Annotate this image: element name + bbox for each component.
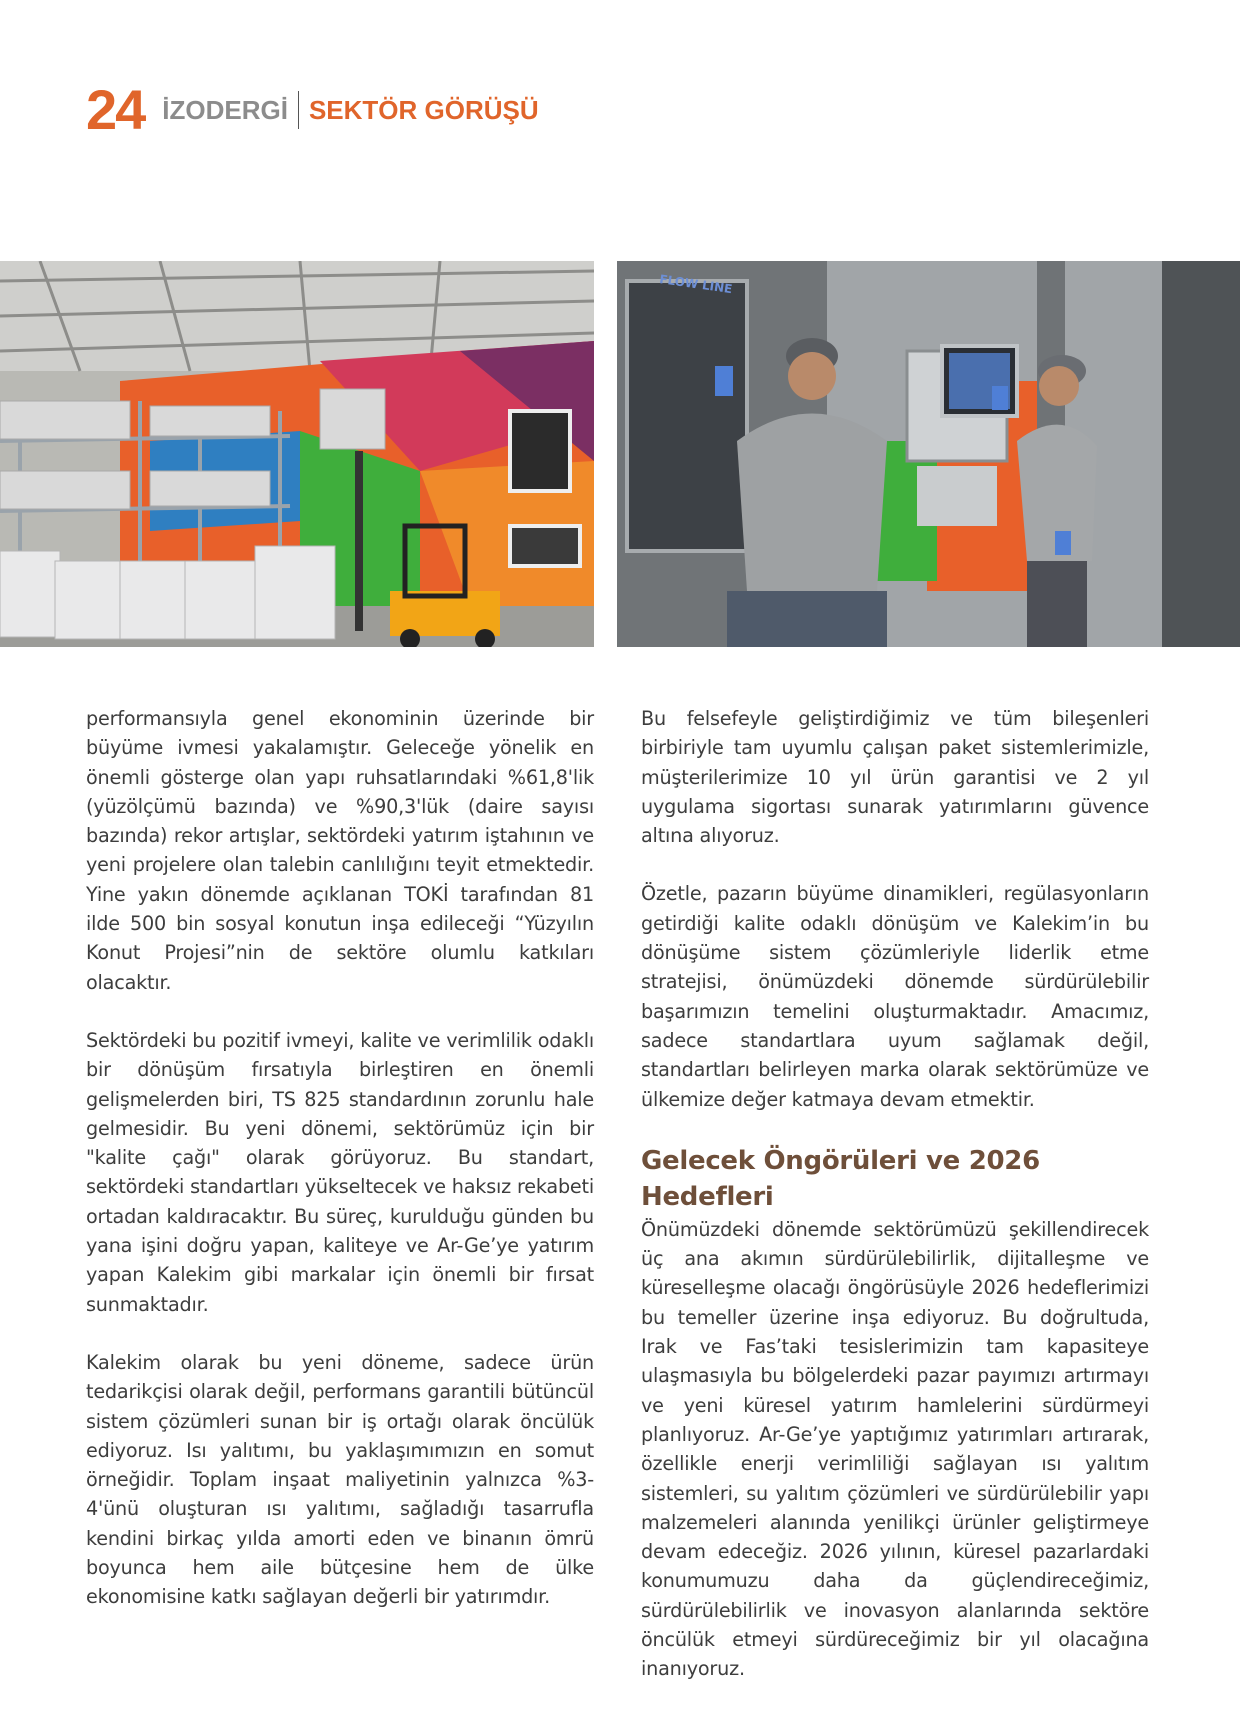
header-divider [298,91,299,129]
paragraph: Önümüzdeki dönemde sektörümüzü şekillendirecek üç ana akımın sürdürülebilirlik, dijitalleşme ve küreselleşme olacağı öngörüsüyle 2026 hedeflerimizi bu temeller üzerine inşa ediyoruz. Bu doğrultuda, Irak ve Fas’taki tesislerimizin tam kapasiteye ulaşmasıyla bu bölgelerdeki pazar payımızı artırmayı ve yeni küresel yatırım hamlelerini sürdürmeyi planlıyoruz. Ar-Ge’ye yaptığımız yatırımları artırarak, özellikle enerji verimliliği sağlayan ısı yalıtım sistemleri, su yalıtım çözümleri ve sürdürülebilir yapı malzemeleri alanında yenilikçi ürünler geliştirmeye devam edeceğiz. 2026 yılının, küresel pazarlardaki konumumuzu daha da güçlendireceğimiz, sürdürülebilirlik ve inovasyon alanlarında sektöre öncülük etmeyi sürdüreceğimiz bir yıl olacağına inanıyoruz. [641,1217,1149,1681]
paragraph: Bu felsefeyle geliştirdiğimiz ve tüm bileşenleri birbiriyle tam uyumlu çalışan paket sistemlerimizle, müşterilerimize 10 yıl ürün garantisi ve 2 yıl uygulama sigortası sunarak yatırımlarını güvence altına alıyoruz. [641,707,1149,848]
section-title: SEKTÖR GÖRÜŞÜ [308,94,539,125]
paragraph: performansıyla genel ekonominin üzerinde bir büyüme ivmesi yakalamıştır. Geleceğe yönelik en önemli gösterge olan yapı ruhsatlarındaki %61,8'lik (yüzölçümü bazında) ve %90,3'lük (daire sayısı bazında) rekor artışlar, sektördeki yatırım iştahının ve yeni projelere olan talebin canlılığını teyit etmektedir. Yine yakın dönemde açıklanan TOKİ tarafından 81 ilde 500 bin sosyal konutun inşa edileceği “Yüzyılın Konut Projesi”nin de sektöre olumlu katkıları olacaktır. [86,707,594,994]
left-column [86,704,594,1641]
paragraph: Kalekim olarak bu yeni döneme, sadece ürün tedarikçisi olarak değil, performans garantili bütüncül sistem çözümleri sunan bir iş ortağı olarak öncülük ediyoruz. Isı yalıtımı, bu yaklaşımımızın en somut örneğidir. Toplam inşaat maliyetinin yalnızca %3-4'ünü oluşturan ısı yalıtımı, sağladığı tasarrufla kendini birkaç yılda amorti eden ve binanın ömrü boyunca hem aile bütçesine hem de ülke ekonomisine katkı sağlayan değerli bir yatırımdır. [86,1350,594,1609]
warehouse-forklift-photo [0,261,594,647]
factory-control-panel-photo [617,261,1240,647]
machine-label: FLOW LINE [658,272,734,297]
paragraph: Sektördeki bu pozitif ivmeyi, kalite ve verimlilik odaklı bir dönüşüm fırsatıyla birleştiren en önemli gelişmelerden biri, TS 825 standardının zorunlu hale gelmesidir. Bu yeni dönemi, sektörümüz için bir "kalite çağı" olarak görüyoruz. Bu standart, sektördeki standartları yükseltecek ve haksız rekabeti ortadan kaldıracaktır. Bu süreç, kurulduğu günden bu yana işini doğru yapan, kaliteye ve Ar-Ge’ye yatırım yapan Kalekim gibi markalar için önemli bir fırsat sunmaktadır. [86,1028,594,1316]
paragraph: Özetle, pazarın büyüme dinamikleri, regülasyonların getirdiği kalite odaklı dönüşüm ve Kalekim’in bu dönüşüme sistem çözümleriyle liderlik etme stratejisi, önümüzdeki dönemde sürdürülebilir başarımızın temelini oluşturmaktadır. Amacımız, sadece standartlara uyum sağlamak değil, standartları belirleyen marka olarak sektörümüze ve ülkemize değer katmaya devam etmektir. [641,882,1149,1111]
right-column [641,704,1149,1713]
magazine-name: İZODERGİ [162,94,288,125]
page-header [86,78,539,141]
page-number: 24 [86,78,145,141]
section-heading: Gelecek Öngörüleri ve 2026 Hedefleri [641,1145,1040,1212]
